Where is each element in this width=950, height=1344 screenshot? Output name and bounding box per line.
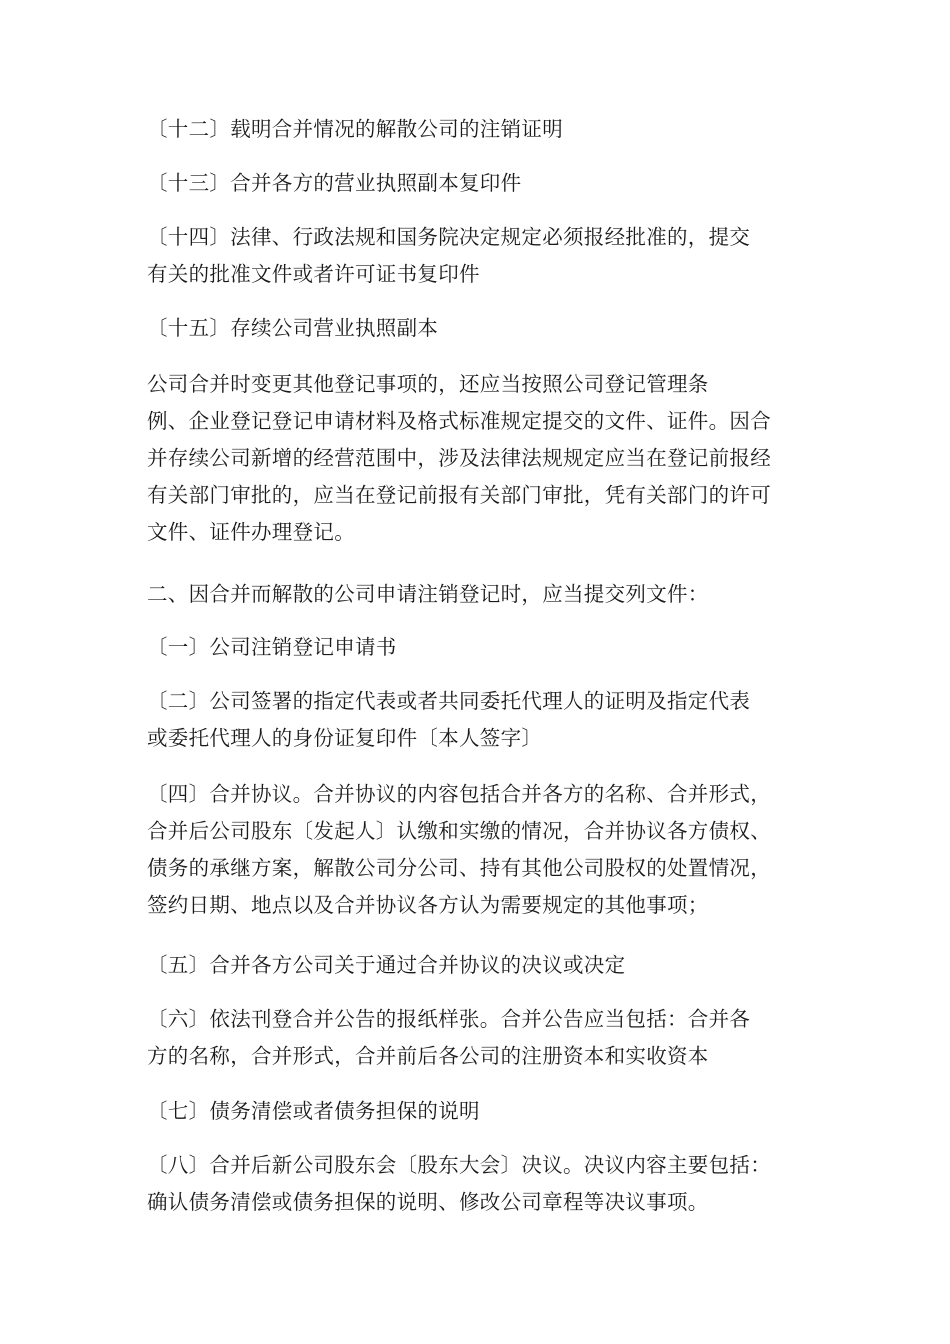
paragraph-item-7: 〔七〕债务清偿或者债务担保的说明 <box>147 1099 480 1123</box>
paragraph-item-14: 〔十四〕法律、行政法规和国务院决定规定必须报经批准的，提交 有关的批准文件或者许可证书复印件 <box>147 225 751 286</box>
paragraph-item-5: 〔五〕合并各方公司关于通过合并协议的决议或决定 <box>147 953 626 977</box>
paragraph-item-12: 〔十二〕载明合并情况的解散公司的注销证明 <box>147 117 563 141</box>
paragraph-item-8: 〔八〕合并后新公司股东会〔股东大会〕决议。决议内容主要包括： 确认债务清偿或债务担保的说明、修改公司章程等决议事项。 <box>147 1153 771 1214</box>
paragraph-item-15: 〔十五〕存续公司营业执照副本 <box>147 316 439 340</box>
paragraph-item-6: 〔六〕依法刊登合并公告的报纸样张。合并公告应当包括：合并各 方的名称，合并形式，合并前后各公司的注册资本和实收资本 <box>147 1007 751 1068</box>
paragraph-item-1: 〔一〕公司注销登记申请书 <box>147 635 397 659</box>
paragraph-item-4: 〔四〕合并协议。合并协议的内容包括合并各方的名称、合并形式， 合并后公司股东〔发起人〕认缴和实缴的情况，合并协议各方债权、 债务的承继方案，解散公司分公司、持有其他公司股权的处置情况， 签约日期、地点以及合并协议各方认为需要规定的其他事项； <box>147 782 771 917</box>
section-heading-two: 二、因合并而解散的公司申请注销登记时，应当提交列文件： <box>147 582 709 606</box>
paragraph-merger-change-registration: 公司合并时变更其他登记事项的，还应当按照公司登记管理条 例、企业登记登记申请材料及格式标准规定提交的文件、证件。因合 并存续公司新增的经营范围中，涉及法律法规规定应当在登记前报经 有关部门审批的，应当在登记前报有关部门审批，凭有关部门的许可 文件、证件办理登记。 <box>147 372 771 544</box>
paragraph-item-13: 〔十三〕合并各方的营业执照副本复印件 <box>147 171 522 195</box>
paragraph-item-2: 〔二〕公司签署的指定代表或者共同委托代理人的证明及指定代表 或委托代理人的身份证复印件〔本人签字〕 <box>147 689 751 750</box>
